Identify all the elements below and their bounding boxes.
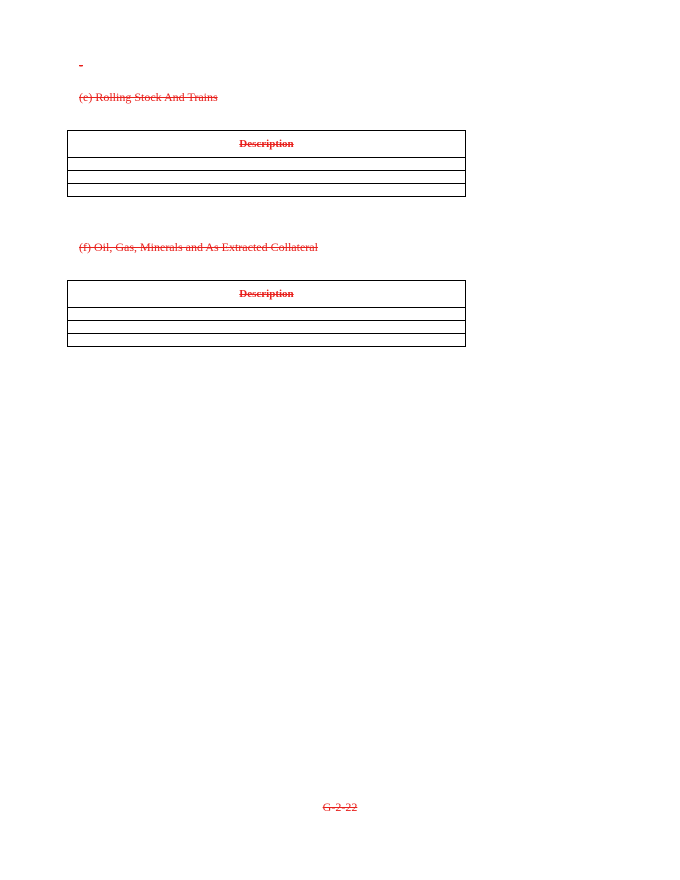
section-heading-oil-gas-minerals: (f) Oil, Gas, Minerals and As Extracted Collateral: [79, 240, 318, 254]
deleted-dash-mark: -: [79, 58, 83, 72]
table-cell: [68, 158, 466, 171]
table-cell: [68, 308, 466, 321]
page-number: G-2-22: [322, 800, 358, 814]
table-row: [68, 171, 466, 184]
table-header-description: Description: [68, 131, 466, 158]
table-cell: [68, 334, 466, 347]
table-cell: [68, 321, 466, 334]
table-row: [68, 184, 466, 197]
table-header-row: [68, 131, 466, 158]
table-cell: [68, 171, 466, 184]
section-heading-rolling-stock: (e) Rolling Stock And Trains: [79, 90, 218, 104]
rolling-stock-description-table: [67, 130, 466, 197]
table-header-description: Description: [68, 281, 466, 308]
table-row: [68, 334, 466, 347]
table-header-row: [68, 281, 466, 308]
table-row: [68, 158, 466, 171]
table-row: [68, 308, 466, 321]
table-row: [68, 321, 466, 334]
oil-gas-minerals-description-table: [67, 280, 466, 347]
table-cell: [68, 184, 466, 197]
